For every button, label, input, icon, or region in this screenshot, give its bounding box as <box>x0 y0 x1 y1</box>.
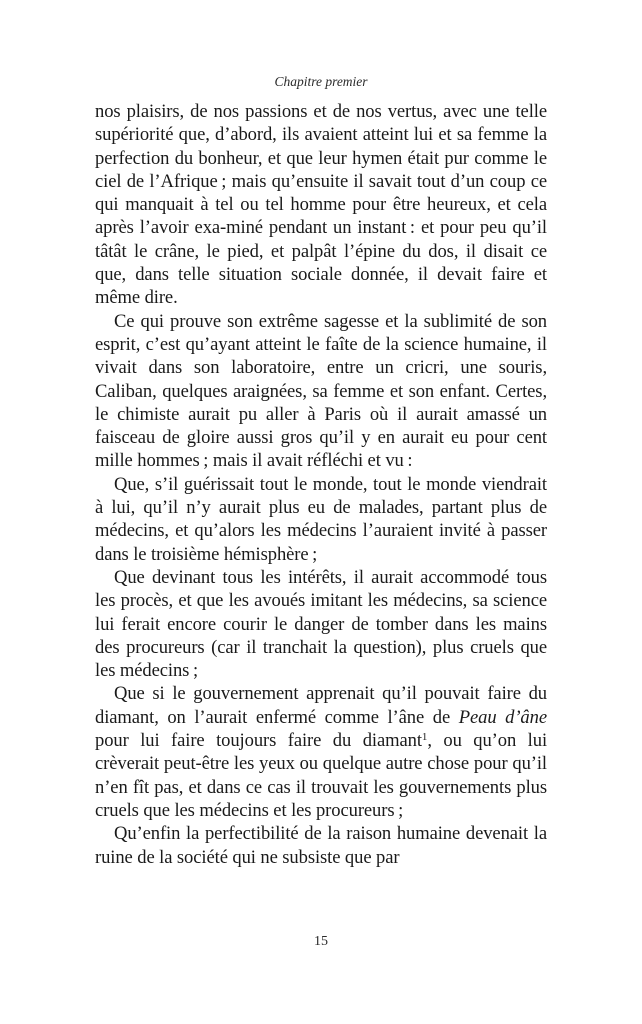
text-run: Que si le gouvernement apprenait qu’il pouvait faire du diamant, on l’aurait enfermé comme l’âne de <box>95 683 547 728</box>
text-run: , ou qu’on lui crèverait peut-être les yeux ou quelque autre chose pour qu’il n’en fît pas, et dans ce cas il trouvait les gouvernements plus cruels que les médecins et les procureurs ; <box>95 730 548 821</box>
paragraph <box>95 682 547 822</box>
running-head: Chapitre premier <box>274 74 368 89</box>
body-text <box>95 100 547 869</box>
paragraph <box>95 473 547 566</box>
paragraph <box>95 100 547 310</box>
text-run: Ce qui prouve son extrême sagesse et la sublimité de son esprit, c’est qu’ayant atteint le faîte de la science humaine, il vivait dans son laboratoire, entre un cricri, une souris, Caliban, quelques araignées, sa femme et son enfant. Certes, le chimiste aurait pu aller à Paris où il aurait amassé un faisceau de gloire aussi gros qu’il y en aurait eu pour cent mille hommes ; mais il avait réfléchi et vu : <box>95 310 547 472</box>
text-run: Que, s’il guérissait tout le monde, tout le monde viendrait à lui, qu’il n’y aurait plus eu de malades, partant plus de médecins, et qu’alors les médecins l’auraient invité à passer dans le troisième hémisphère ; <box>95 473 547 565</box>
page-number: 15 <box>314 934 328 949</box>
text-run: Qu’enfin la perfectibilité de la raison humaine devenait la ruine de la société qui ne subsiste que par <box>95 823 547 868</box>
text-run: nos plaisirs, de nos passions et de nos vertus, avec une telle supériorité que, d’abord, ils avaient atteint lui et sa femme la perfection du bonheur, et que leur hymen était pur comme le ciel de l’Afrique ; mais qu’ensuite il savait tout d’un coup ce qui manquait à tel ou tel homme pour être heureux, et cela après l’avoir exa-miné pendant un instant : et pour peu qu’il tâtât le crâne, le pied, et palpât l’épine du dos, il disait ce que, dans telle situation sociale donnée, il devait faire et même dire. <box>95 101 547 309</box>
text-run: Que devinant tous les intérêts, il aurait accommodé tous les procès, et que les avoués imitant les médecins, sa science lui ferait encore courir le danger de tomber dans les mains des procureurs (car il tranchait la question), plus cruels que les médecins ; <box>95 566 547 682</box>
footnote-marker: 1 <box>421 731 428 744</box>
italic-title: Peau d’âne <box>458 706 547 728</box>
paragraph <box>95 566 547 682</box>
text-run: pour lui faire toujours faire du diamant <box>95 730 422 752</box>
paragraph <box>95 822 547 869</box>
paragraph <box>95 310 547 473</box>
